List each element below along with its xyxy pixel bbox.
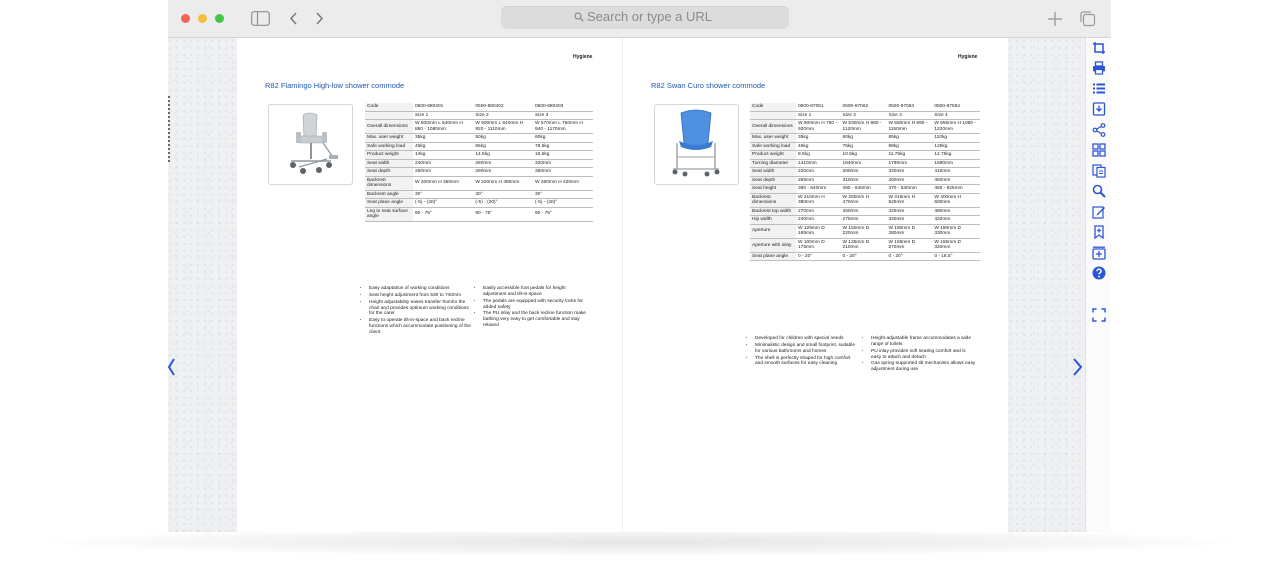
list-item: • The shell is perfectly shaped for high comfort and smooth surfaces for easy cleaning — [755, 356, 859, 368]
list-item: • The PU inlay and the back recline function make bathing very easy to get comfortable and stay relaxed — [483, 311, 589, 329]
table-cell: W 250mm H 470mm — [841, 193, 887, 207]
table-cell: 450mm — [932, 176, 980, 185]
table-cell: 35kg — [796, 134, 841, 143]
table-cell: 490mm — [932, 207, 980, 216]
table-cell — [750, 111, 796, 120]
table-cell: 14kg — [413, 151, 473, 160]
table-cell: 0500-880402 — [473, 103, 533, 111]
table-cell: 240mm — [413, 159, 473, 168]
table-cell: Seat depth — [750, 176, 796, 185]
table-cell: Size 3 — [886, 111, 932, 120]
table-cell: 320mm — [533, 159, 593, 168]
table-cell: (-5) - (20)° — [473, 199, 533, 208]
table-cell: Overall dimensions — [750, 120, 796, 134]
table-row — [750, 238, 980, 252]
table-cell: Aperture — [750, 224, 796, 238]
spec-table — [365, 103, 593, 222]
table-cell: Size 2 — [841, 111, 887, 120]
table-cell: 350mm — [841, 207, 887, 216]
table-cell: 99kg — [886, 142, 932, 151]
table-cell — [365, 111, 413, 120]
table-cell: W 125mm D 210mm — [841, 238, 887, 252]
table-row — [750, 176, 980, 185]
feature-list — [363, 286, 473, 337]
table-cell: W 180mm D 330mm — [932, 224, 980, 238]
table-row — [750, 134, 980, 143]
crop-icon[interactable] — [1092, 41, 1106, 55]
browser-toolbar — [168, 0, 1111, 38]
product-image-swan-curo — [654, 104, 739, 185]
code-header: Code — [365, 103, 413, 111]
table-cell: 78.5kg — [533, 142, 593, 151]
tab-overview-icon[interactable] — [1079, 10, 1097, 28]
download-icon[interactable] — [1092, 102, 1106, 116]
minimize-window-button[interactable] — [198, 14, 207, 23]
table-row — [750, 103, 980, 111]
zoom-window-button[interactable] — [215, 14, 224, 23]
table-row — [750, 207, 980, 216]
feature-list — [749, 336, 859, 368]
table-cell: Backrest angle — [365, 190, 413, 199]
table-cell: 465 - 625mm — [932, 185, 980, 194]
table-cell: 0500-880401 — [413, 103, 473, 111]
table-cell: (-5) - (20)° — [413, 199, 473, 208]
table-cell: W 260mm H 420mm — [533, 176, 593, 190]
table-cell: 75kg — [841, 142, 887, 151]
table-row — [365, 190, 593, 199]
table-row — [750, 159, 980, 168]
list-item: • Height-adjustable frame accommodates a wide range of toilets — [871, 336, 977, 348]
product-title: R82 Swan Curo shower commode — [651, 81, 766, 90]
table-cell: 420mm — [932, 216, 980, 225]
table-cell: 1790mm — [886, 159, 932, 168]
next-page-icon[interactable] — [1071, 356, 1085, 378]
table-cell: 410mm — [932, 168, 980, 177]
table-cell: Safe working load — [750, 142, 796, 151]
table-cell: 125kg — [932, 142, 980, 151]
table-cell: Seat height — [750, 185, 796, 194]
table-cell: 310mm — [841, 176, 887, 185]
table-cell: Size 3 — [533, 111, 593, 120]
table-cell: 1410mm — [796, 159, 841, 168]
table-cell: 0 - 20° — [886, 252, 932, 261]
table-cell: W 210mm H 380mm — [796, 193, 841, 207]
spec-table — [750, 103, 980, 261]
table-cell: Size 4 — [932, 111, 980, 120]
list-item: • Developed for children with special needs — [755, 336, 859, 342]
share-icon[interactable] — [1092, 123, 1106, 137]
table-row — [365, 142, 593, 151]
table-cell: 50kg — [473, 134, 533, 143]
list-item: • Seat height adjustment from 530 to 740mm — [369, 293, 473, 299]
table-cell: 0500-87061 — [796, 103, 841, 111]
table-cell: 260mm — [841, 168, 887, 177]
list-item: • PU inlay provides soft seating comfort and is easy to attach and detach — [871, 349, 977, 361]
table-row — [750, 216, 980, 225]
table-cell: 60kg — [533, 134, 593, 143]
table-cell: Seat plane angle — [365, 199, 413, 208]
table-cell: 400mm — [886, 176, 932, 185]
edit-icon[interactable] — [1092, 205, 1106, 219]
table-cell: W 500mm L 640mm H 860 - 1080mm — [413, 120, 473, 134]
table-cell: 275mm — [841, 216, 887, 225]
table-cell: 90 - 75° — [473, 207, 533, 221]
table-cell: 30° — [413, 190, 473, 199]
code-header: Code — [750, 103, 796, 111]
search-icon — [574, 12, 584, 22]
list-icon[interactable] — [1092, 82, 1106, 96]
table-cell: 30° — [473, 190, 533, 199]
table-cell: 66kg — [473, 142, 533, 151]
table-cell: Backrest top width — [750, 207, 796, 216]
table-cell: W 125mm D 185mm — [796, 224, 841, 238]
table-cell: 0 - 20° — [796, 252, 841, 261]
list-item: • The pedals are equipped with security locks for added safety — [483, 299, 589, 311]
table-cell: W 655mm H 1060 - 1220mm — [932, 120, 980, 134]
table-cell: 340mm — [886, 216, 932, 225]
table-cell: Max. user weight — [750, 134, 796, 143]
table-row — [365, 199, 593, 208]
page-section-header: Hygiene — [958, 54, 978, 60]
table-row — [365, 103, 593, 111]
table-cell: 10.5kg — [841, 151, 887, 160]
table-cell: W 200mm H 350mm — [413, 176, 473, 190]
table-cell: W 570mm L 760mm H 940 - 1170mm — [533, 120, 593, 134]
back-arrow-icon[interactable] — [287, 10, 301, 27]
table-row — [365, 151, 593, 160]
table-cell: 0500-880403 — [533, 103, 593, 111]
table-cell: W 580mm H 990 - 1150mm — [886, 120, 932, 134]
table-cell: Product weight — [750, 151, 796, 160]
table-row — [365, 176, 593, 190]
table-cell: W 155mm D 270mm — [886, 238, 932, 252]
table-cell: 290mm — [473, 168, 533, 177]
table-cell: 265mm — [796, 176, 841, 185]
table-cell: 110kg — [932, 134, 980, 143]
url-bar[interactable] — [501, 6, 789, 29]
table-cell: 14.5kg — [473, 151, 533, 160]
table-cell: Overall dimensions — [365, 120, 413, 134]
table-cell: Product weight — [365, 151, 413, 160]
browser-window — [168, 0, 1111, 532]
table-cell: 60kg — [841, 134, 887, 143]
table-cell: 46kg — [796, 142, 841, 151]
table-cell: Seat plane angle — [750, 252, 796, 261]
zoom-icon[interactable] — [1092, 184, 1106, 198]
table-row — [750, 111, 980, 120]
table-cell: W 220mm H 380mm — [473, 176, 533, 190]
table-cell: 45kg — [413, 142, 473, 151]
table-cell: W 500mm H 760 - 920mm — [796, 120, 841, 134]
table-cell: 30° — [533, 190, 593, 199]
table-cell: 90 - 75° — [413, 207, 473, 221]
table-row — [750, 168, 980, 177]
table-cell: W 315mm H 525mm — [886, 193, 932, 207]
table-cell: W 500mm L 640mm H 920 - 1110mm — [473, 120, 533, 134]
table-cell: 480 - 640mm — [841, 185, 887, 194]
table-cell: Hip width — [750, 216, 796, 225]
table-cell: Size 1 — [796, 111, 841, 120]
table-cell: Turning diameter — [750, 159, 796, 168]
table-row — [365, 159, 593, 168]
table-cell: Size 1 — [413, 111, 473, 120]
table-row — [750, 185, 980, 194]
table-cell: 11.75kg — [886, 151, 932, 160]
table-cell: Seat width — [750, 168, 796, 177]
table-cell: 470 - 630mm — [886, 185, 932, 194]
sidebar-toggle-icon[interactable] — [251, 11, 270, 26]
table-cell: 16.5kg — [533, 151, 593, 160]
table-cell: W 180mm D 280mm — [886, 224, 932, 238]
help-icon[interactable] — [1092, 266, 1106, 280]
close-window-button[interactable] — [181, 14, 190, 23]
table-cell: 12.75kg — [932, 151, 980, 160]
table-cell: 0 - 20° — [841, 252, 887, 261]
bookmark-icon[interactable] — [1092, 225, 1106, 239]
table-cell: 0 - 18.5° — [932, 252, 980, 261]
table-row — [750, 193, 980, 207]
table-cell: Aperture with inlay — [750, 238, 796, 252]
table-row — [750, 120, 980, 134]
table-row — [365, 134, 593, 143]
table-cell: 320mm — [886, 168, 932, 177]
table-cell: Leg to seat surface angle — [365, 207, 413, 221]
catalog-page-left — [237, 38, 622, 532]
list-item: • Gas spring-supported tilt mechanism allows easy adjustment during use — [871, 361, 977, 373]
add-page-icon[interactable] — [1092, 246, 1106, 260]
table-cell: Max. user weight — [365, 134, 413, 143]
feature-list — [477, 286, 589, 330]
grid-icon[interactable] — [1092, 143, 1106, 157]
fullscreen-icon[interactable] — [1092, 308, 1106, 322]
new-tab-icon[interactable] — [1046, 10, 1064, 28]
catalog-page-right — [623, 38, 1008, 532]
table-cell: Size 2 — [473, 111, 533, 120]
table-cell: 0500-87063 — [886, 103, 932, 111]
table-cell: Seat width — [365, 159, 413, 168]
viewer-toolbar — [1085, 38, 1111, 532]
table-cell: 0500-87064 — [932, 103, 980, 111]
table-cell: 1890mm — [932, 159, 980, 168]
product-image-flamingo — [268, 104, 353, 185]
table-cell: 240mm — [796, 216, 841, 225]
print-icon[interactable] — [1092, 61, 1106, 75]
table-cell: 280mm — [473, 159, 533, 168]
table-cell: 90 - 75° — [533, 207, 593, 221]
previous-page-icon[interactable] — [168, 356, 182, 378]
product-title: R82 Flamingo High-low shower commode — [265, 81, 405, 90]
pages-icon[interactable] — [1092, 164, 1106, 178]
table-row — [365, 207, 593, 221]
table-cell: 270mm — [796, 207, 841, 216]
table-cell: 220mm — [796, 168, 841, 177]
table-cell: 425mm — [886, 207, 932, 216]
url-placeholder: Search or type a URL — [587, 9, 713, 24]
list-item: • Easy adaptation of working conditions — [369, 286, 473, 292]
table-cell: 380 - 540mm — [796, 185, 841, 194]
table-cell: 250mm — [413, 168, 473, 177]
list-item: • Easy to operate tilt-in-space and back recline functions which accommodate positioning of the client — [369, 318, 473, 336]
table-cell: (-5) - (20)° — [533, 199, 593, 208]
table-cell: Safe working load — [365, 142, 413, 151]
table-row — [365, 120, 593, 134]
list-item: • Minimalistic design and small footprint, suitable for various bathrooms and homes — [755, 343, 859, 355]
page-section-header: Hygiene — [573, 54, 593, 60]
table-cell: Backrest dimensions — [365, 176, 413, 190]
table-row — [750, 142, 980, 151]
table-cell: W 100mm D 175mm — [796, 238, 841, 252]
table-cell: 350mm — [533, 168, 593, 177]
list-item: • Easily accessible foot pedals for height adjustment and tilt-in-space — [483, 286, 589, 298]
table-cell: Seat depth — [365, 168, 413, 177]
thumbnail-handle[interactable] — [168, 96, 176, 162]
list-item: • Height adjustability eases transfer from/to the chair and provides optimum working conditions for the carer — [369, 300, 473, 318]
table-cell: W 155mm D 320mm — [932, 238, 980, 252]
table-row — [365, 168, 593, 177]
table-cell: Backrest dimensions — [750, 193, 796, 207]
table-cell: W 530mm H 960 - 1120mm — [841, 120, 887, 134]
table-cell: 35kg — [413, 134, 473, 143]
feature-list — [865, 336, 977, 374]
table-row — [750, 252, 980, 261]
table-cell: W 400mm H 600mm — [932, 193, 980, 207]
table-row — [750, 224, 980, 238]
table-cell: W 150mm D 220mm — [841, 224, 887, 238]
table-cell: 1640mm — [841, 159, 887, 168]
table-cell: 85kg — [886, 134, 932, 143]
forward-arrow-icon[interactable] — [312, 10, 326, 27]
table-cell: 0500-87062 — [841, 103, 887, 111]
window-shadow — [40, 528, 1240, 556]
table-row — [750, 151, 980, 160]
table-row — [365, 111, 593, 120]
table-cell: 8.5kg — [796, 151, 841, 160]
